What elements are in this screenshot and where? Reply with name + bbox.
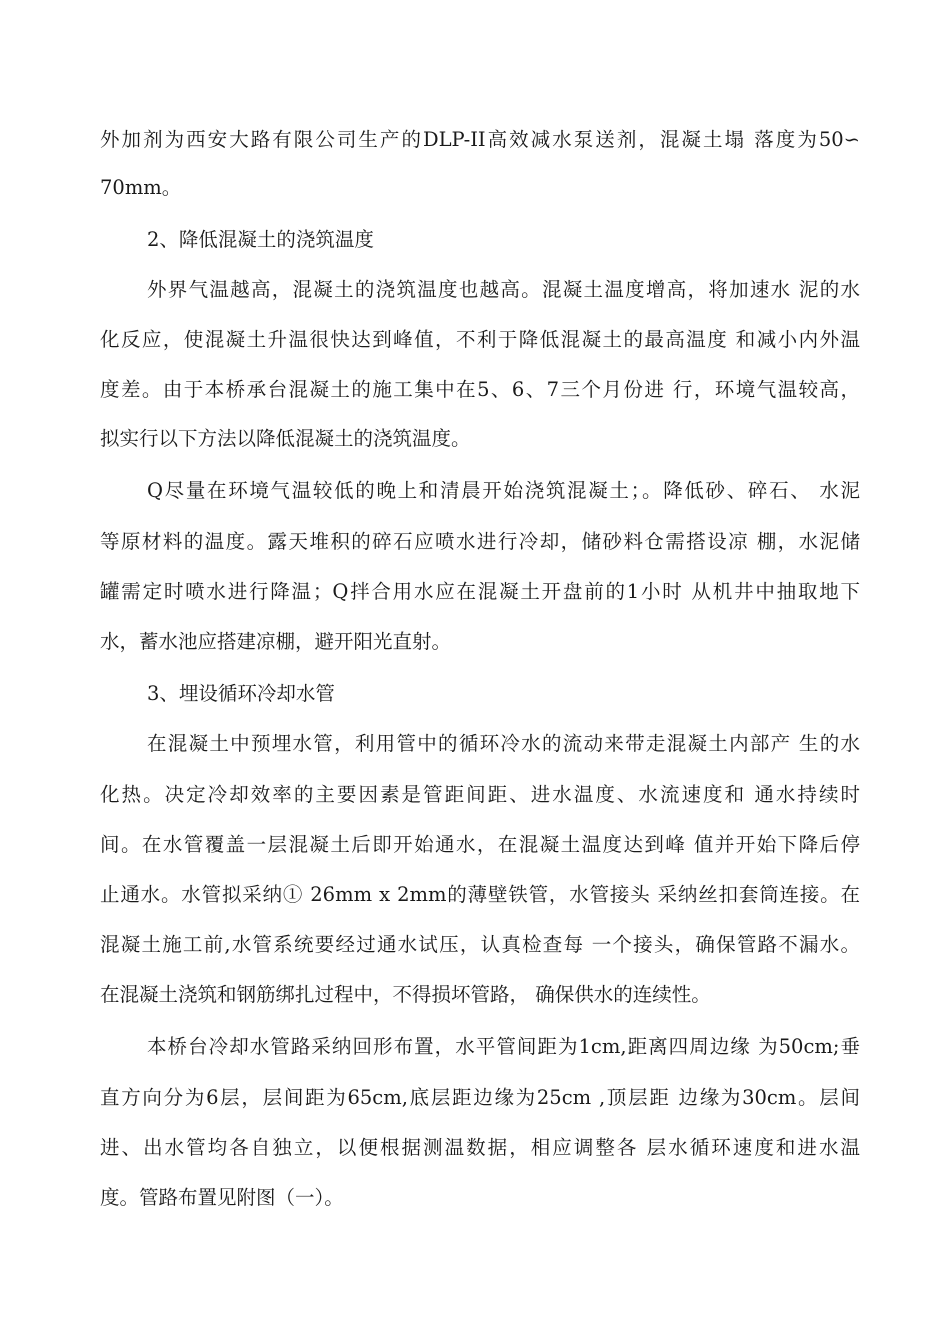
text-line: 间。在水管覆盖一层混凝土后即开始通水，在混凝土温度达到峰 值并开始下降后停 bbox=[100, 833, 860, 856]
section-heading: 2、降低混凝土的浇筑温度 bbox=[147, 228, 374, 251]
text-line: 外加剂为西安大路有限公司生产的DLP-II高效减水泵送剂，混凝土塌 落度为50∽ bbox=[100, 128, 860, 151]
text-line: 本桥台冷却水管路采纳回形布置，水平管间距为1cm,距离四周边缘 为50cm;垂 bbox=[147, 1035, 860, 1058]
text-line: 等原材料的温度。露天堆积的碎石应喷水进行冷却，储砂料仓需搭设凉 棚，水泥储 bbox=[100, 530, 860, 553]
text-line: 度差。由于本桥承台混凝土的施工集中在5、6、7三个月份进 行，环境气温较高， bbox=[100, 378, 860, 401]
text-line: 拟实行以下方法以降低混凝土的浇筑温度。 bbox=[100, 427, 471, 450]
text-line: 混凝土施工前,水管系统要经过通水试压，认真检查每 一个接头，确保管路不漏水。 bbox=[100, 933, 860, 956]
text-line: 直方向分为6层，层间距为65cm,底层距边缘为25cm ,顶层距 边缘为30cm。层间 bbox=[100, 1086, 860, 1109]
text-line: 化反应，使混凝土升温很快达到峰值，不利于降低混凝土的最高温度 和减小内外温 bbox=[100, 328, 860, 351]
text-line: 进、出水管均各自独立，以便根据测温数据，相应调整各 层水循环速度和进水温 bbox=[100, 1136, 860, 1159]
text-line: 70mm。 bbox=[100, 176, 182, 199]
text-line: 在混凝土中预埋水管，利用管中的循环冷水的流动来带走混凝土内部产 生的水 bbox=[147, 732, 860, 755]
text-line: 化热。决定冷却效率的主要因素是管距间距、进水温度、水流速度和 通水持续时 bbox=[100, 783, 860, 806]
text-line: 在混凝土浇筑和钢筋绑扎过程中，不得损坏管路， 确保供水的连续性。 bbox=[100, 983, 711, 1006]
text-line: 止通水。水管拟采纳① 26mm x 2mm的薄壁铁管，水管接头 采纳丝扣套筒连接。在 bbox=[100, 883, 860, 906]
text-line: 外界气温越高，混凝土的浇筑温度也越高。混凝土温度增高，将加速水 泥的水 bbox=[147, 278, 860, 301]
section-heading: 3、埋设循环冷却水管 bbox=[147, 682, 335, 705]
text-line: Q尽量在环境气温较低的晚上和清晨开始浇筑混凝土；。降低砂、碎石、 水泥 bbox=[147, 479, 860, 502]
text-line: 罐需定时喷水进行降温；Q拌合用水应在混凝土开盘前的1小时 从机井中抽取地下 bbox=[100, 580, 860, 603]
text-line: 度。管路布置见附图（一）。 bbox=[100, 1186, 344, 1209]
text-line: 水，蓄水池应搭建凉棚，避开阳光直射。 bbox=[100, 630, 452, 653]
